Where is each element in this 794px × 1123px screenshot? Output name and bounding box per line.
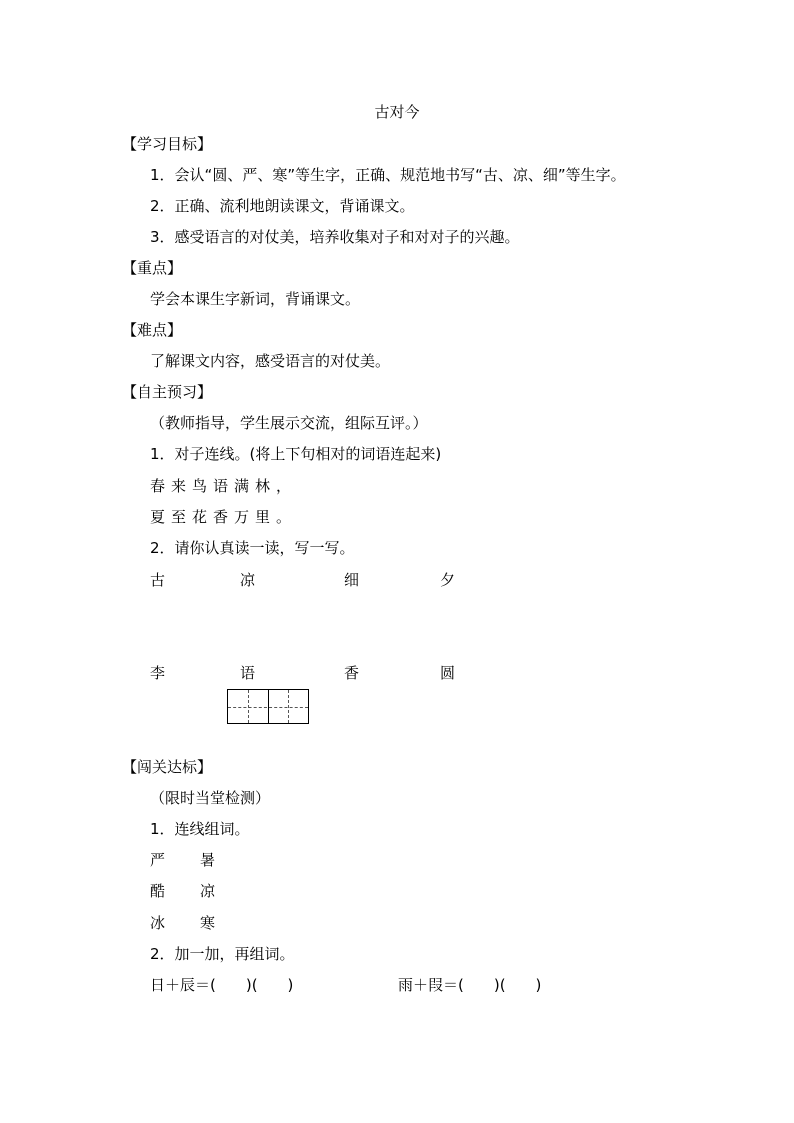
match-word-right: 寒 [200, 914, 216, 932]
preview-heading: 【自主预习】 [122, 383, 213, 401]
test-heading: 【闯关达标】 [122, 758, 213, 776]
add-exercise-2: 雨＋叚＝( )( ) [398, 976, 542, 994]
key-point-text: 学会本课生字新词，背诵课文。 [150, 290, 361, 308]
test-question-1: 1．连线组词。 [150, 820, 250, 838]
difficulty-text: 了解课文内容，感受语言的对仗美。 [150, 352, 391, 370]
match-word-left: 酷 [150, 882, 166, 900]
document-title: 古对今 [374, 103, 420, 121]
write-char: 圆 [440, 664, 456, 682]
write-char: 古 [150, 571, 166, 589]
match-word-right: 暑 [200, 851, 216, 869]
write-char: 夕 [440, 571, 456, 589]
match-word-right: 凉 [200, 882, 216, 900]
writing-grid-box[interactable] [227, 689, 309, 724]
write-char: 细 [344, 571, 360, 589]
test-question-2: 2．加一加，再组词。 [150, 945, 295, 963]
write-char: 凉 [240, 571, 256, 589]
write-char: 语 [240, 664, 256, 682]
key-point-heading: 【重点】 [122, 259, 183, 277]
grid-guide-line [228, 707, 308, 708]
goal-item-2: 2．正确、流利地朗读课文，背诵课文。 [150, 197, 415, 215]
preview-note: （教师指导，学生展示交流，组际互评。） [150, 414, 428, 432]
preview-question-1: 1．对子连线。(将上下句相对的词语连起来) [150, 445, 442, 463]
write-char: 李 [150, 664, 166, 682]
match-word-left: 冰 [150, 914, 166, 932]
preview-question-2: 2．请你认真读一读，写一写。 [150, 539, 355, 557]
goal-item-3: 3．感受语言的对仗美，培养收集对子和对对子的兴趣。 [150, 228, 520, 246]
match-word-left: 严 [150, 851, 166, 869]
couplet-line-b: 夏至花香万里。 [150, 508, 298, 526]
test-note: （限时当堂检测） [150, 789, 271, 807]
goal-item-1: 1．会认“圆、严、寒”等生字，正确、规范地书写“古、凉、细”等生字。 [150, 166, 626, 184]
difficulty-heading: 【难点】 [122, 321, 183, 339]
write-char: 香 [344, 664, 360, 682]
add-exercise-1: 日＋辰＝( )( ) [150, 976, 294, 994]
goals-heading: 【学习目标】 [122, 135, 213, 153]
couplet-line-a: 春来鸟语满林， [150, 477, 298, 495]
